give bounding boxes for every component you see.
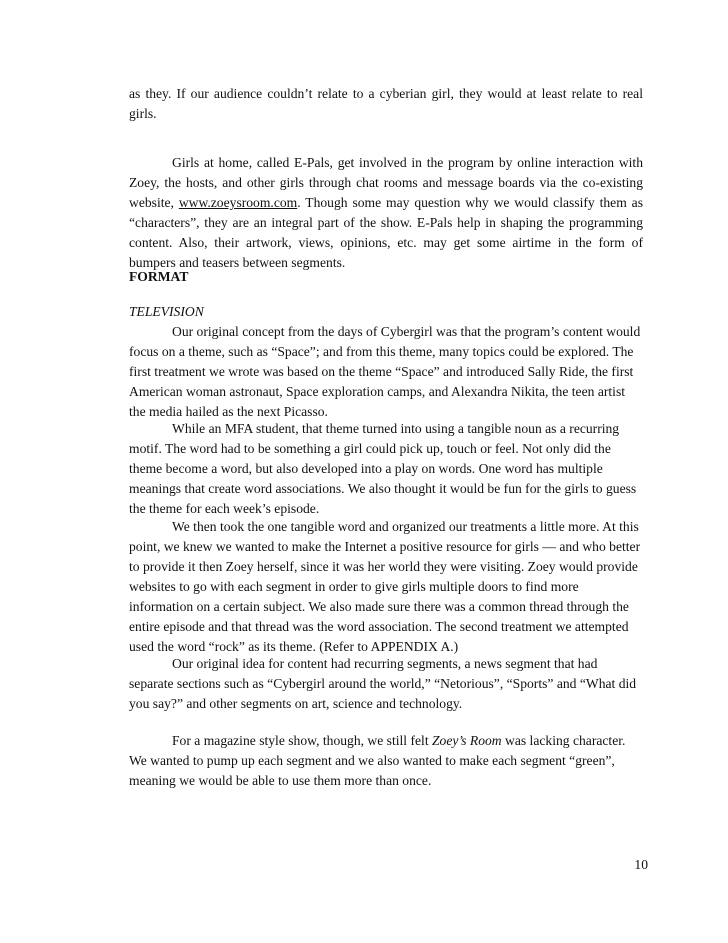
paragraph-epals bbox=[129, 153, 643, 273]
show-title: Zoey’s Room bbox=[432, 733, 502, 748]
paragraph-original-idea: Our original idea for content had recurring segments, a news segment that had separate sections such as “Cybergirl around the world,” “Netorious”, “Sports” and “What did you say?” and other segments on art, science and technology. bbox=[129, 656, 637, 711]
paragraph-original-concept: Our original concept from the days of Cybergirl was that the program’s content would focus on a theme, such as “Space”; and from this theme, many topics could be explored. The first treatment we wrote was based on the theme “Space” and introduced Sally Ride, the first American woman astronaut, Space exploration camps, and Alexandra Nikita, the teen artist the media hailed as the next Picasso. bbox=[129, 324, 641, 419]
paragraph-epals-text-after: . Though some may question why we would classify them as “characters”, they are an integral part of the show. E-Pals help in shaping the programming content. Also, their artwork, views, opinions, etc. may get some airtime in the form of bumpers and teasers between segments. bbox=[129, 195, 643, 270]
paragraph-epals-text-before: Girls at home, called E-Pals, get involved in the program by online interaction with Zoey, the hosts, and other girls through chat rooms and message boards via the co-existing website, bbox=[129, 155, 643, 210]
paragraph-mfa-student: While an MFA student, that theme turned into using a tangible noun as a recurring motif. The word had to be something a girl could pick up, touch or feel. Not only did the theme become a word, but also developed into a play on words. One word has multiple meanings that create word associations. We also thought it would be fun for the girls to guess the theme for each week’s episode. bbox=[129, 421, 637, 516]
paragraph-magazine-text-before: For a magazine style show, though, we still felt bbox=[172, 733, 432, 748]
paragraph-tangible-word: We then took the one tangible word and organized our treatments a little more. At this point, we knew we wanted to make the Internet a positive resource for girls — and who better to provide it then Zoey herself, since it was her world they were visiting. Zoey would provide websites to go with each segment in order to give girls multiple doors to find more information on a certain subject. We also made sure there was a common thread through the entire episode and that thread was the word association. The second treatment we attempted used the word “rock” as its theme. (Refer to APPENDIX A.) bbox=[129, 519, 641, 654]
section-heading-format: FORMAT bbox=[129, 269, 189, 284]
paragraph-continuation: as they. If our audience couldn’t relate to a cyberian girl, they would at least relate to real girls. bbox=[129, 86, 643, 121]
page-number: 10 bbox=[634, 857, 648, 872]
paragraph-magazine-style bbox=[129, 731, 643, 791]
website-link[interactable]: www.zoeysroom.com bbox=[178, 195, 298, 210]
paragraph-magazine-text-after: was lacking character. We wanted to pump up each segment and we also wanted to make each segment “green”, meaning we would be able to use them more than once. bbox=[129, 733, 626, 788]
subheading-television: TELEVISION bbox=[129, 304, 204, 319]
